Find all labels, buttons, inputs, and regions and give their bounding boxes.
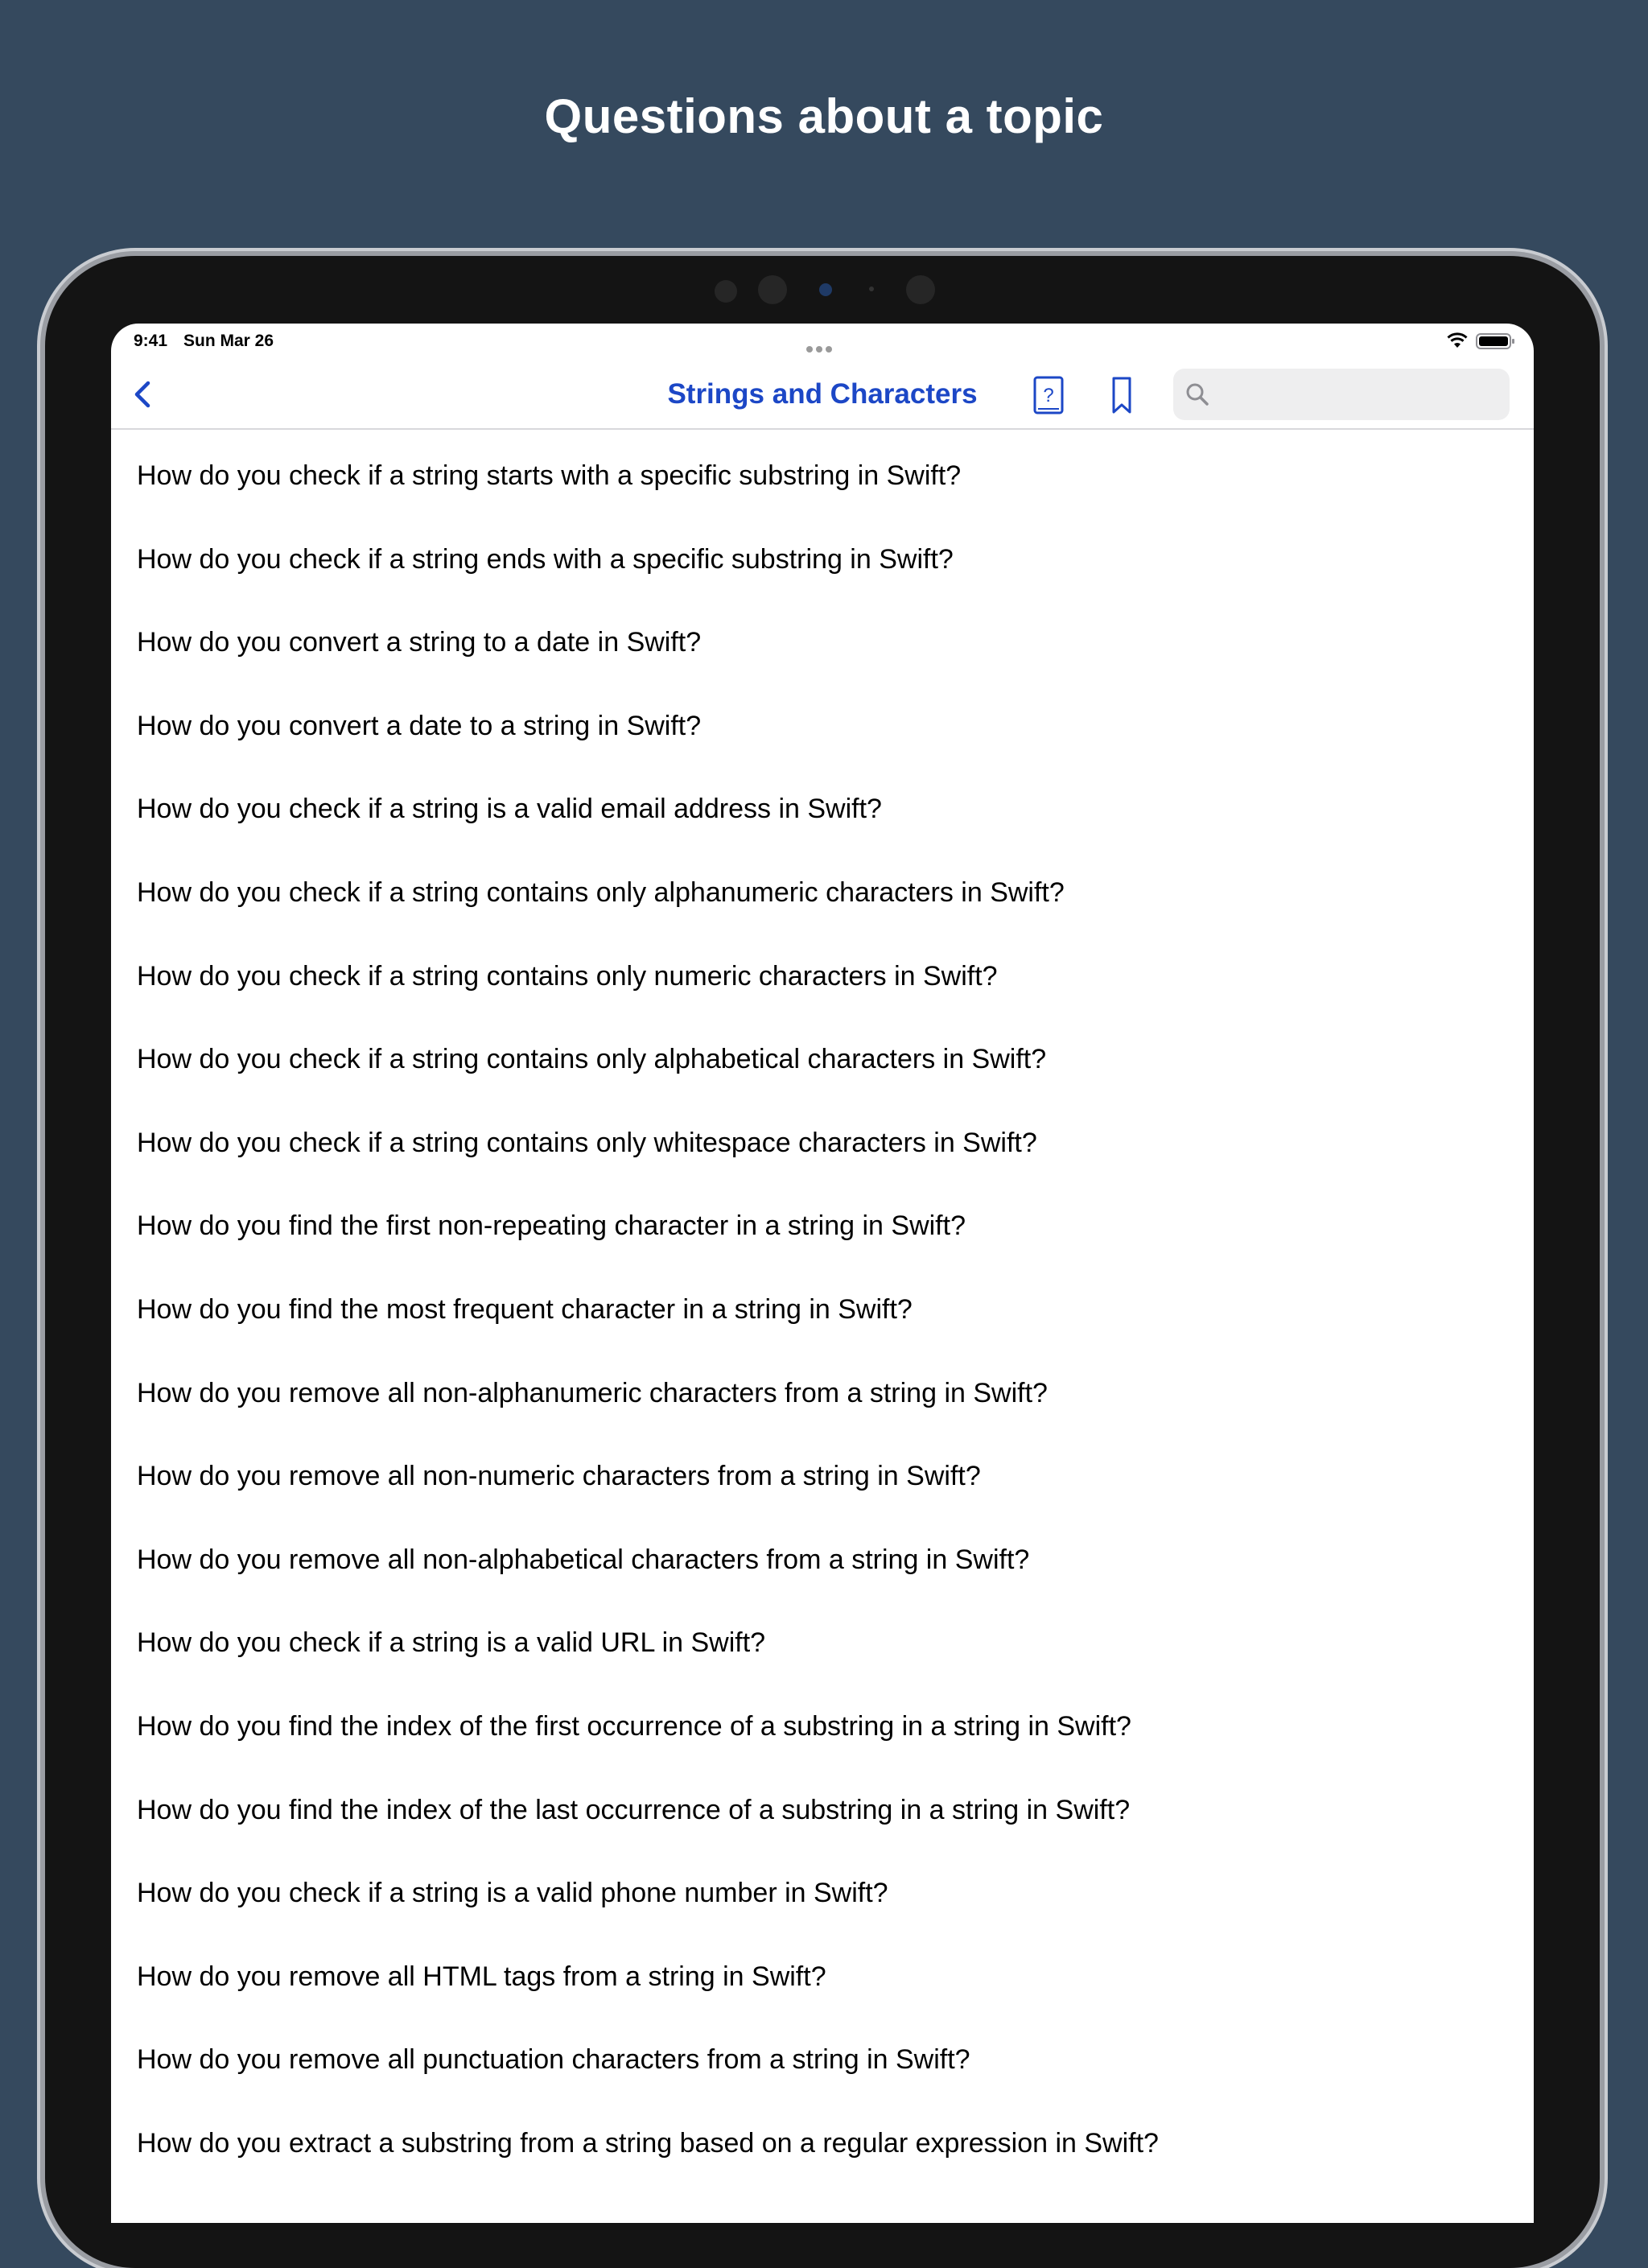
question-item[interactable]: How do you find the index of the last occurrence of a substring in a string in Swift? (137, 1794, 1131, 1825)
sensor-dot (906, 275, 935, 304)
question-item[interactable]: How do you convert a string to a date in Swift? (137, 627, 702, 658)
question-item[interactable]: How do you extract a substring from a string based on a regular expression in Swift? (137, 2127, 1159, 2159)
question-item[interactable]: How do you find the first non-repeating character in a string in Swift? (137, 1210, 966, 1242)
bookmark-icon[interactable] (1101, 372, 1143, 419)
question-item[interactable]: How do you remove all non-alphabetical characters from a string in Swift? (137, 1544, 1030, 1575)
wifi-icon (1445, 330, 1469, 349)
search-icon (1184, 381, 1210, 407)
question-item[interactable]: How do you find the most frequent character in a string in Swift? (137, 1293, 913, 1325)
question-item[interactable]: How do you check if a string contains only alphanumeric characters in Swift? (137, 876, 1065, 908)
status-bar (111, 324, 1534, 361)
question-item[interactable]: How do you check if a string is a valid URL in Swift? (137, 1627, 766, 1659)
page-title: Strings and Characters (667, 378, 978, 410)
question-item[interactable]: How do you check if a string is a valid email address in Swift? (137, 794, 882, 825)
status-time: 9:41 (134, 332, 168, 350)
question-item[interactable]: How do you check if a string contains only whitespace characters in Swift? (137, 1127, 1037, 1158)
battery-icon (1476, 332, 1516, 351)
multitasking-dots-icon[interactable] (806, 338, 838, 344)
question-card-icon[interactable] (1025, 372, 1072, 419)
question-item[interactable]: How do you convert a date to a string in Swift? (137, 710, 702, 741)
question-item[interactable]: How do you check if a string contains only numeric characters in Swift? (137, 960, 998, 992)
question-item[interactable]: How do you remove all non-numeric characters from a string in Swift? (137, 1461, 981, 1492)
app-screen (111, 324, 1534, 2223)
question-item[interactable]: How do you remove all HTML tags from a string in Swift? (137, 1961, 826, 1992)
sensor-dot (758, 275, 787, 304)
question-item[interactable]: How do you remove all non-alphanumeric characters from a string in Swift? (137, 1377, 1048, 1408)
search-field[interactable] (1173, 369, 1510, 420)
sensor-dot (715, 280, 737, 303)
question-list (111, 435, 1534, 2185)
status-date: Sun Mar 26 (183, 332, 274, 350)
svg-text:?: ? (1043, 385, 1054, 406)
question-item[interactable]: How do you check if a string ends with a specific substring in Swift? (137, 543, 954, 575)
navigation-bar (111, 361, 1534, 430)
question-item[interactable]: How do you remove all punctuation characters from a string in Swift? (137, 2044, 970, 2076)
question-item[interactable]: How do you check if a string contains only alphabetical characters in Swift? (137, 1044, 1047, 1075)
back-button[interactable] (122, 372, 164, 417)
question-item[interactable]: How do you check if a string is a valid phone number in Swift? (137, 1878, 888, 1909)
search-input[interactable] (1218, 375, 1500, 415)
sensor-dot (869, 287, 874, 291)
question-item[interactable]: How do you check if a string starts with a specific substring in Swift? (137, 460, 962, 491)
front-camera (819, 283, 832, 296)
promo-headline: Questions about a topic (544, 89, 1104, 143)
question-item[interactable]: How do you find the index of the first occurrence of a substring in a string in Swift? (137, 1710, 1131, 1742)
